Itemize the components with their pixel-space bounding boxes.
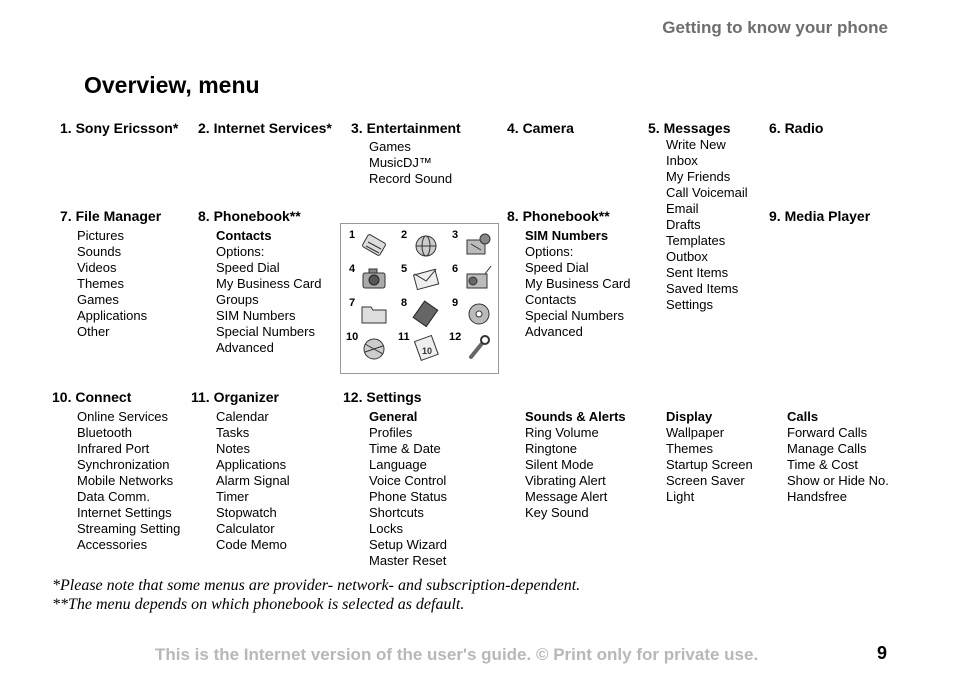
media-player-icon (463, 298, 493, 328)
page-title: Overview, menu (84, 72, 260, 98)
menu-header-camera: 4. Camera (507, 120, 574, 136)
list-item: Notes (216, 441, 250, 456)
list-item: Speed Dial (525, 260, 589, 275)
menu-header-messages: 5. Messages (648, 120, 731, 136)
list-item: Show or Hide No. (787, 473, 889, 488)
list-item: Language (369, 457, 427, 472)
list-item: Silent Mode (525, 457, 594, 472)
list-item: Sounds (77, 244, 122, 259)
menu-header-organizer: 11. Organizer (191, 389, 279, 405)
phonebook-contacts-list (216, 228, 321, 356)
list-item: Write New (666, 137, 726, 152)
list-item: Wallpaper (666, 425, 725, 440)
list-item: Display (666, 409, 713, 424)
entertainment-list (369, 139, 452, 187)
organizer-list (216, 409, 290, 553)
list-item: Bluetooth (77, 425, 132, 440)
menu-header-file-manager: 7. File Manager (60, 208, 162, 224)
list-item: Accessories (77, 537, 148, 552)
page-number: 9 (877, 643, 888, 663)
list-item: My Business Card (525, 276, 631, 291)
list-item: Locks (369, 521, 403, 536)
grid-number: 3 (452, 229, 459, 241)
list-item: Vibrating Alert (525, 473, 606, 488)
list-item: Timer (216, 489, 249, 504)
list-item: Code Memo (216, 537, 287, 552)
list-item: Settings (666, 297, 713, 312)
menu-header-phonebook-contacts: 8. Phonebook** (198, 208, 301, 224)
list-item: Pictures (77, 228, 124, 243)
list-item: Streaming Setting (77, 521, 181, 536)
list-item: My Business Card (216, 276, 322, 291)
list-item: Special Numbers (216, 324, 315, 339)
list-item: Master Reset (369, 553, 447, 568)
list-item: Groups (216, 292, 259, 307)
grid-number: 7 (349, 297, 356, 309)
menu-header-radio: 6. Radio (769, 120, 824, 136)
internet-services-icon (411, 230, 441, 260)
list-item: Videos (77, 260, 117, 275)
menu-header-media-player: 9. Media Player (769, 208, 871, 224)
list-item: Shortcuts (369, 505, 424, 520)
list-item: Applications (77, 308, 148, 323)
list-item: Alarm Signal (216, 473, 290, 488)
settings-general-list (369, 409, 447, 569)
phonebook-sim-list (525, 228, 630, 340)
list-item: Themes (666, 441, 713, 456)
menu-icon-grid (340, 223, 499, 374)
list-item: Calls (787, 409, 819, 424)
list-item: Ring Volume (525, 425, 599, 440)
connect-icon (359, 332, 389, 362)
list-item: Advanced (216, 340, 274, 355)
list-item: Data Comm. (77, 489, 150, 504)
list-item: Profiles (369, 425, 413, 440)
list-item: Infrared Port (77, 441, 150, 456)
settings-sounds-list (525, 409, 626, 521)
list-item: Tasks (216, 425, 250, 440)
grid-number: 11 (398, 331, 410, 343)
list-item: Options: (525, 244, 574, 259)
list-item: Templates (666, 233, 726, 248)
list-item: Ringtone (525, 441, 578, 456)
list-item: Speed Dial (216, 260, 280, 275)
footer-notice: This is the Internet version of the user's guide. © Print only for private use. (155, 645, 759, 664)
folder-icon (359, 298, 389, 328)
grid-number: 8 (401, 297, 408, 309)
list-item: Calendar (216, 409, 269, 424)
grid-number: 5 (401, 263, 408, 275)
list-item: Forward Calls (787, 425, 868, 440)
list-item: Applications (216, 457, 287, 472)
messages-list (666, 137, 748, 313)
file-manager-list (77, 228, 147, 340)
list-item: Call Voicemail (666, 185, 748, 200)
list-item: Inbox (666, 153, 698, 168)
list-item: Drafts (666, 217, 701, 232)
list-item: Contacts (216, 228, 272, 243)
list-item: Handsfree (787, 489, 847, 504)
entertainment-icon (463, 230, 493, 260)
camera-icon (359, 264, 389, 294)
list-item: Themes (77, 276, 124, 291)
list-item: Other (77, 324, 110, 339)
list-item: Options: (216, 244, 265, 259)
organizer-calendar-icon (411, 332, 441, 362)
list-item: Games (369, 139, 411, 154)
list-item: Sent Items (666, 265, 729, 280)
menu-header-connect: 10. Connect (52, 389, 132, 405)
list-item: My Friends (666, 169, 731, 184)
settings-calls-list (787, 409, 889, 505)
menu-header-sony-ericsson: 1. Sony Ericsson* (60, 120, 179, 136)
list-item: MusicDJ™ (369, 155, 432, 170)
list-item: Email (666, 201, 699, 216)
footnote-phonebook: **The menu depends on which phonebook is selected as default. (52, 596, 465, 613)
menu-header-internet-services: 2. Internet Services* (198, 120, 332, 136)
list-item: Advanced (525, 324, 583, 339)
list-item: Mobile Networks (77, 473, 174, 488)
list-item: Startup Screen (666, 457, 753, 472)
settings-display-list (666, 409, 753, 505)
list-item: Saved Items (666, 281, 739, 296)
grid-number: 6 (452, 263, 459, 275)
list-item: Special Numbers (525, 308, 624, 323)
phonebook-icon (411, 298, 441, 328)
list-item: Voice Control (369, 473, 447, 488)
list-item: Outbox (666, 249, 708, 264)
grid-number: 2 (401, 229, 408, 241)
connect-list (77, 409, 180, 553)
list-item: Message Alert (525, 489, 608, 504)
list-item: Calculator (216, 521, 275, 536)
envelope-icon (411, 264, 441, 294)
list-item: Games (77, 292, 119, 307)
list-item: Key Sound (525, 505, 589, 520)
list-item: Synchronization (77, 457, 170, 472)
list-item: SIM Numbers (525, 228, 609, 243)
running-header: Getting to know your phone (662, 18, 888, 37)
internet-globe-icon (359, 230, 389, 260)
list-item: Light (666, 489, 695, 504)
grid-number: 9 (452, 297, 459, 309)
list-item: Sounds & Alerts (525, 409, 626, 424)
grid-number: 4 (349, 263, 356, 275)
list-item: Record Sound (369, 171, 453, 186)
menu-header-phonebook-sim: 8. Phonebook** (507, 208, 610, 224)
list-item: Phone Status (369, 489, 448, 504)
list-item: General (369, 409, 418, 424)
list-item: Setup Wizard (369, 537, 448, 552)
grid-number: 10 (346, 331, 359, 343)
list-item: Time & Date (369, 441, 441, 456)
list-item: Contacts (525, 292, 577, 307)
grid-number: 1 (349, 229, 356, 241)
svg-text:10: 10 (422, 346, 433, 356)
list-item: Stopwatch (216, 505, 277, 520)
settings-wrench-icon (463, 332, 493, 362)
footnote-provider: *Please note that some menus are provider- network- and subscription-dependent. (52, 577, 581, 594)
list-item: Online Services (77, 409, 169, 424)
radio-icon (463, 264, 493, 294)
list-item: Manage Calls (787, 441, 867, 456)
menu-header-entertainment: 3. Entertainment (351, 120, 461, 136)
list-item: Internet Settings (77, 505, 172, 520)
list-item: SIM Numbers (216, 308, 296, 323)
grid-number: 12 (449, 331, 462, 343)
menu-header-settings: 12. Settings (343, 389, 422, 405)
list-item: Screen Saver (666, 473, 745, 488)
list-item: Time & Cost (787, 457, 859, 472)
